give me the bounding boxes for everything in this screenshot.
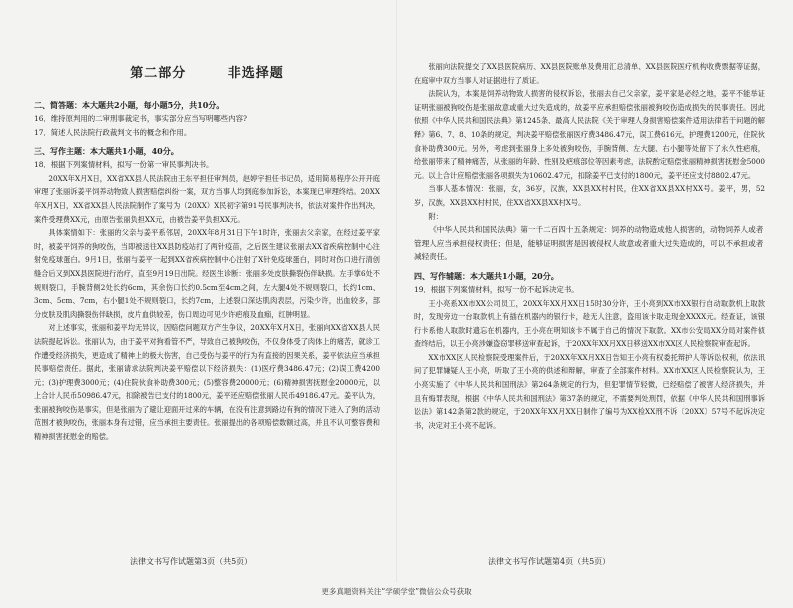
question-18: 18．根据下列案情材料，拟写一份第一审民事判决书。 — [34, 160, 214, 170]
appendix-label: 附： — [428, 211, 443, 221]
case-paragraph: 20XX年X月X日，XX省XX县人民法院由王东平担任审判员，赵婷宇担任书记员，适用简易程序公开开庭审理了张丽诉姜平饲养动物致人损害赔偿纠纷一案，双方当事人均到庭参加诉讼，本案现已审理终结。20XX年X月X日，XX省XX县人民法院制作了案号为（20XX）X民初字第91号民事判决书，依法对案件作出判决，案件受理费XX元，由原告张丽负担XX元，由被告姜平负担XX元。 — [34, 173, 380, 224]
bottom-note: 更多真题资料关注“学硕学堂”微信公众号获取 — [321, 587, 472, 596]
law-quote: 《中华人民共和国民法典》第一千二百四十五条规定：饲养的动物造成他人损害的，动物饲养人或者管理人应当承担侵权责任；但是，能够证明损害是因被侵权人故意或者重大过失造成的，可以不承担或者减轻责任。 — [414, 225, 764, 262]
section-part-label: 第二部分 — [130, 66, 187, 81]
case-paragraph: 法院认为，本案是饲养动物致人损害的侵权诉讼，张丽去自己父亲家，姜平家是必经之地，姜平不能举证证明张丽被狗咬伤是张丽故意或重大过失造成的，故姜平应承担赔偿张丽被狗咬伤造成损失的民事责任。因此依照《中华人民共和国民法典》第1245条、最高人民法院《关于审理人身损害赔偿案件适用法律若干问题的解释》第6、7、8、10条的规定，判决姜平赔偿张丽医疗费3486.47元，误工费616元，护理费1200元，住院伙食补助费300元。另外，考虑到张丽身上多处被狗咬伤，手腕背侧、左大腿、右小腿等处留下了永久性疤痕，给张丽带来了精神痛苦，从张丽的年龄、性别及疤痕部位等因素考虑，法院酌定赔偿张丽精神损害抚慰金5000元。以上合计应赔偿张丽各项损失为10602.47元，扣除姜平已支付的1800元，姜平还应支付8802.47元。 — [414, 89, 765, 180]
section-type-label: 非选择题 — [227, 66, 284, 81]
question-16: 16．维持原判用的二审刑事裁定书，事实部分应当写明哪些内容? — [34, 114, 247, 123]
question-17: 17．简述人民法院行政裁判文书的概念和作用。 — [34, 127, 192, 137]
page-footer-right: 法律文书写作试题第4页（共5页） — [488, 557, 611, 566]
case-paragraph: 当事人基本情况：张丽，女，36岁，汉族，XX县XX村村民，住XX省XX县XX村XX号。姜平，男，52岁，汉族，XX县XX村村民，住XX省XX县XX村X号。 — [414, 184, 765, 207]
right-page — [396, 0, 793, 582]
case-paragraph: 王小亮系XX市XX公司员工，20XX年XX月XX日15时30分许，王小亮到XX市XX银行自动取款机上取款时，发现旁边一台取款机上有插在机器内的银行卡，趁无人注意，盗用该卡取走现金XXXX元。经查证，该银行卡系他人取款时遗忘在机器内，王小亮在明知该卡不属于自己的情况下取款。XX市公安局XX分局对案件侦查终结后，以王小亮涉嫌盗窃罪移送审查起诉，于20XX年XX月XX日移送XX市XX区人民检察院审查起诉。 — [414, 298, 765, 349]
left-page — [0, 0, 396, 582]
heading-main-writing: 三、写作主题：本大题共1小题，40分。 — [34, 146, 179, 157]
heading-short-answer: 二、简答题：本大题共2小题，每小题5分，共10分。 — [34, 100, 225, 110]
case-paragraph: 对上述事实，张丽和姜平均无异议，因赔偿问题双方产生争议，20XX年X月X日，张丽向XX省XX县人民法院提起诉讼。张丽认为，由于姜平对狗看管不严，导致自己被狗咬伤，不仅身体受了肉体上的痛苦，就诊工作遭受经济损失，更造成了精神上的极大伤害，自己受伤与姜平的行为有直接的因果关系，姜平依法应当承担民事赔偿责任。据此，张丽请求法院判决姜平赔偿以下经济损失：(1)医疗费3486.47元；(2)误工费4200元；(3)护理费3000元；(4)住院伙食补助费300元；(5)整容费20000元；(6)精神损害抚慰金20000元，以上合计人民币50986.47元，扣除被告已支付的1800元，姜平还应赔偿张丽人民币49186.47元。姜平认为，张丽被狗咬伤是事实，但是张丽为了避让迎面开过来的车辆，在没有注意到路边有狗的情况下进入了狗的活动范围才被狗咬伤，张丽本身有过错，应当承担主要责任。张丽提出的各项赔偿数额过高，并且不认可整容费和精神损害抚慰金的赔偿。 — [34, 323, 380, 442]
section-title — [34, 62, 380, 81]
page-footer-left: 法律文书写作试题第3页（共5页） — [130, 557, 253, 566]
heading-aux-writing: 四、写作辅题：本大题共1小题，20分。 — [414, 270, 559, 281]
question-19: 19．根据下列案情材料，拟写一份不起诉决定书。 — [414, 284, 579, 294]
case-paragraph: 具体案情如下：张丽的父亲与姜平系邻居，20XX年8月31日下午1时许，张丽去父亲家，在经过姜平家时，被姜平饲养的狗咬伤，当即被送往XX县防疫站打了两针疫苗，之后医生建议张丽去XX省疾病控制中心注射免疫球蛋白。9月1日，张丽与姜平一起到XX省疾病控制中心注射了X针免疫球蛋白，同时对伤口进行清创缝合后又到XX县医院进行治疗，直至9月19日出院。经医生诊断：张丽多处皮肤撕裂伤伴缺损。左手掌6处不规则裂口，手腕背侧2处长约6cm，其余伤口长约0.5cm至4cm之间，左大腿4处不规则裂口，长约1cm、3cm、5cm、7cm，右小腿1处不规则裂口，长约7cm，上述裂口深达肌肉表层，污染少许，出血较多，部分皮肤及肌肉撕裂伤伴缺损，皮片血供较差，伤口周边可见少许疤痕及血痂，红肿明显。 — [34, 228, 380, 319]
case-paragraph: XX市XX区人民检察院受理案件后，于20XX年XX月XX日告知王小亮有权委托辩护人等诉讼权利，依法讯问了犯罪嫌疑人王小亮，听取了王小亮的供述和辩解，审查了全部案件材料。XX市XX区人民检察院认为，王小亮实施了《中华人民共和国刑法》第264条规定的行为，但犯罪情节轻微，已经赔偿了被害人经济损失，并且有悔罪表现，根据《中华人民共和国刑法》第37条的规定，不需要判处刑罚，依据《中华人民共和国刑事诉讼法》第142条第2款的规定，于20XX年XX月XX日制作了编号为XX检XX刑不诉〔20XX〕57号不起诉决定书，决定对王小亮不起诉。 — [414, 352, 765, 430]
case-paragraph: 张丽向法院提交了XX县医院病历、XX县医院账单及费用汇总清单、XX县医院医疗机构收费票据等证据，在庭审中双方当事人对证据进行了质证。 — [414, 62, 765, 85]
